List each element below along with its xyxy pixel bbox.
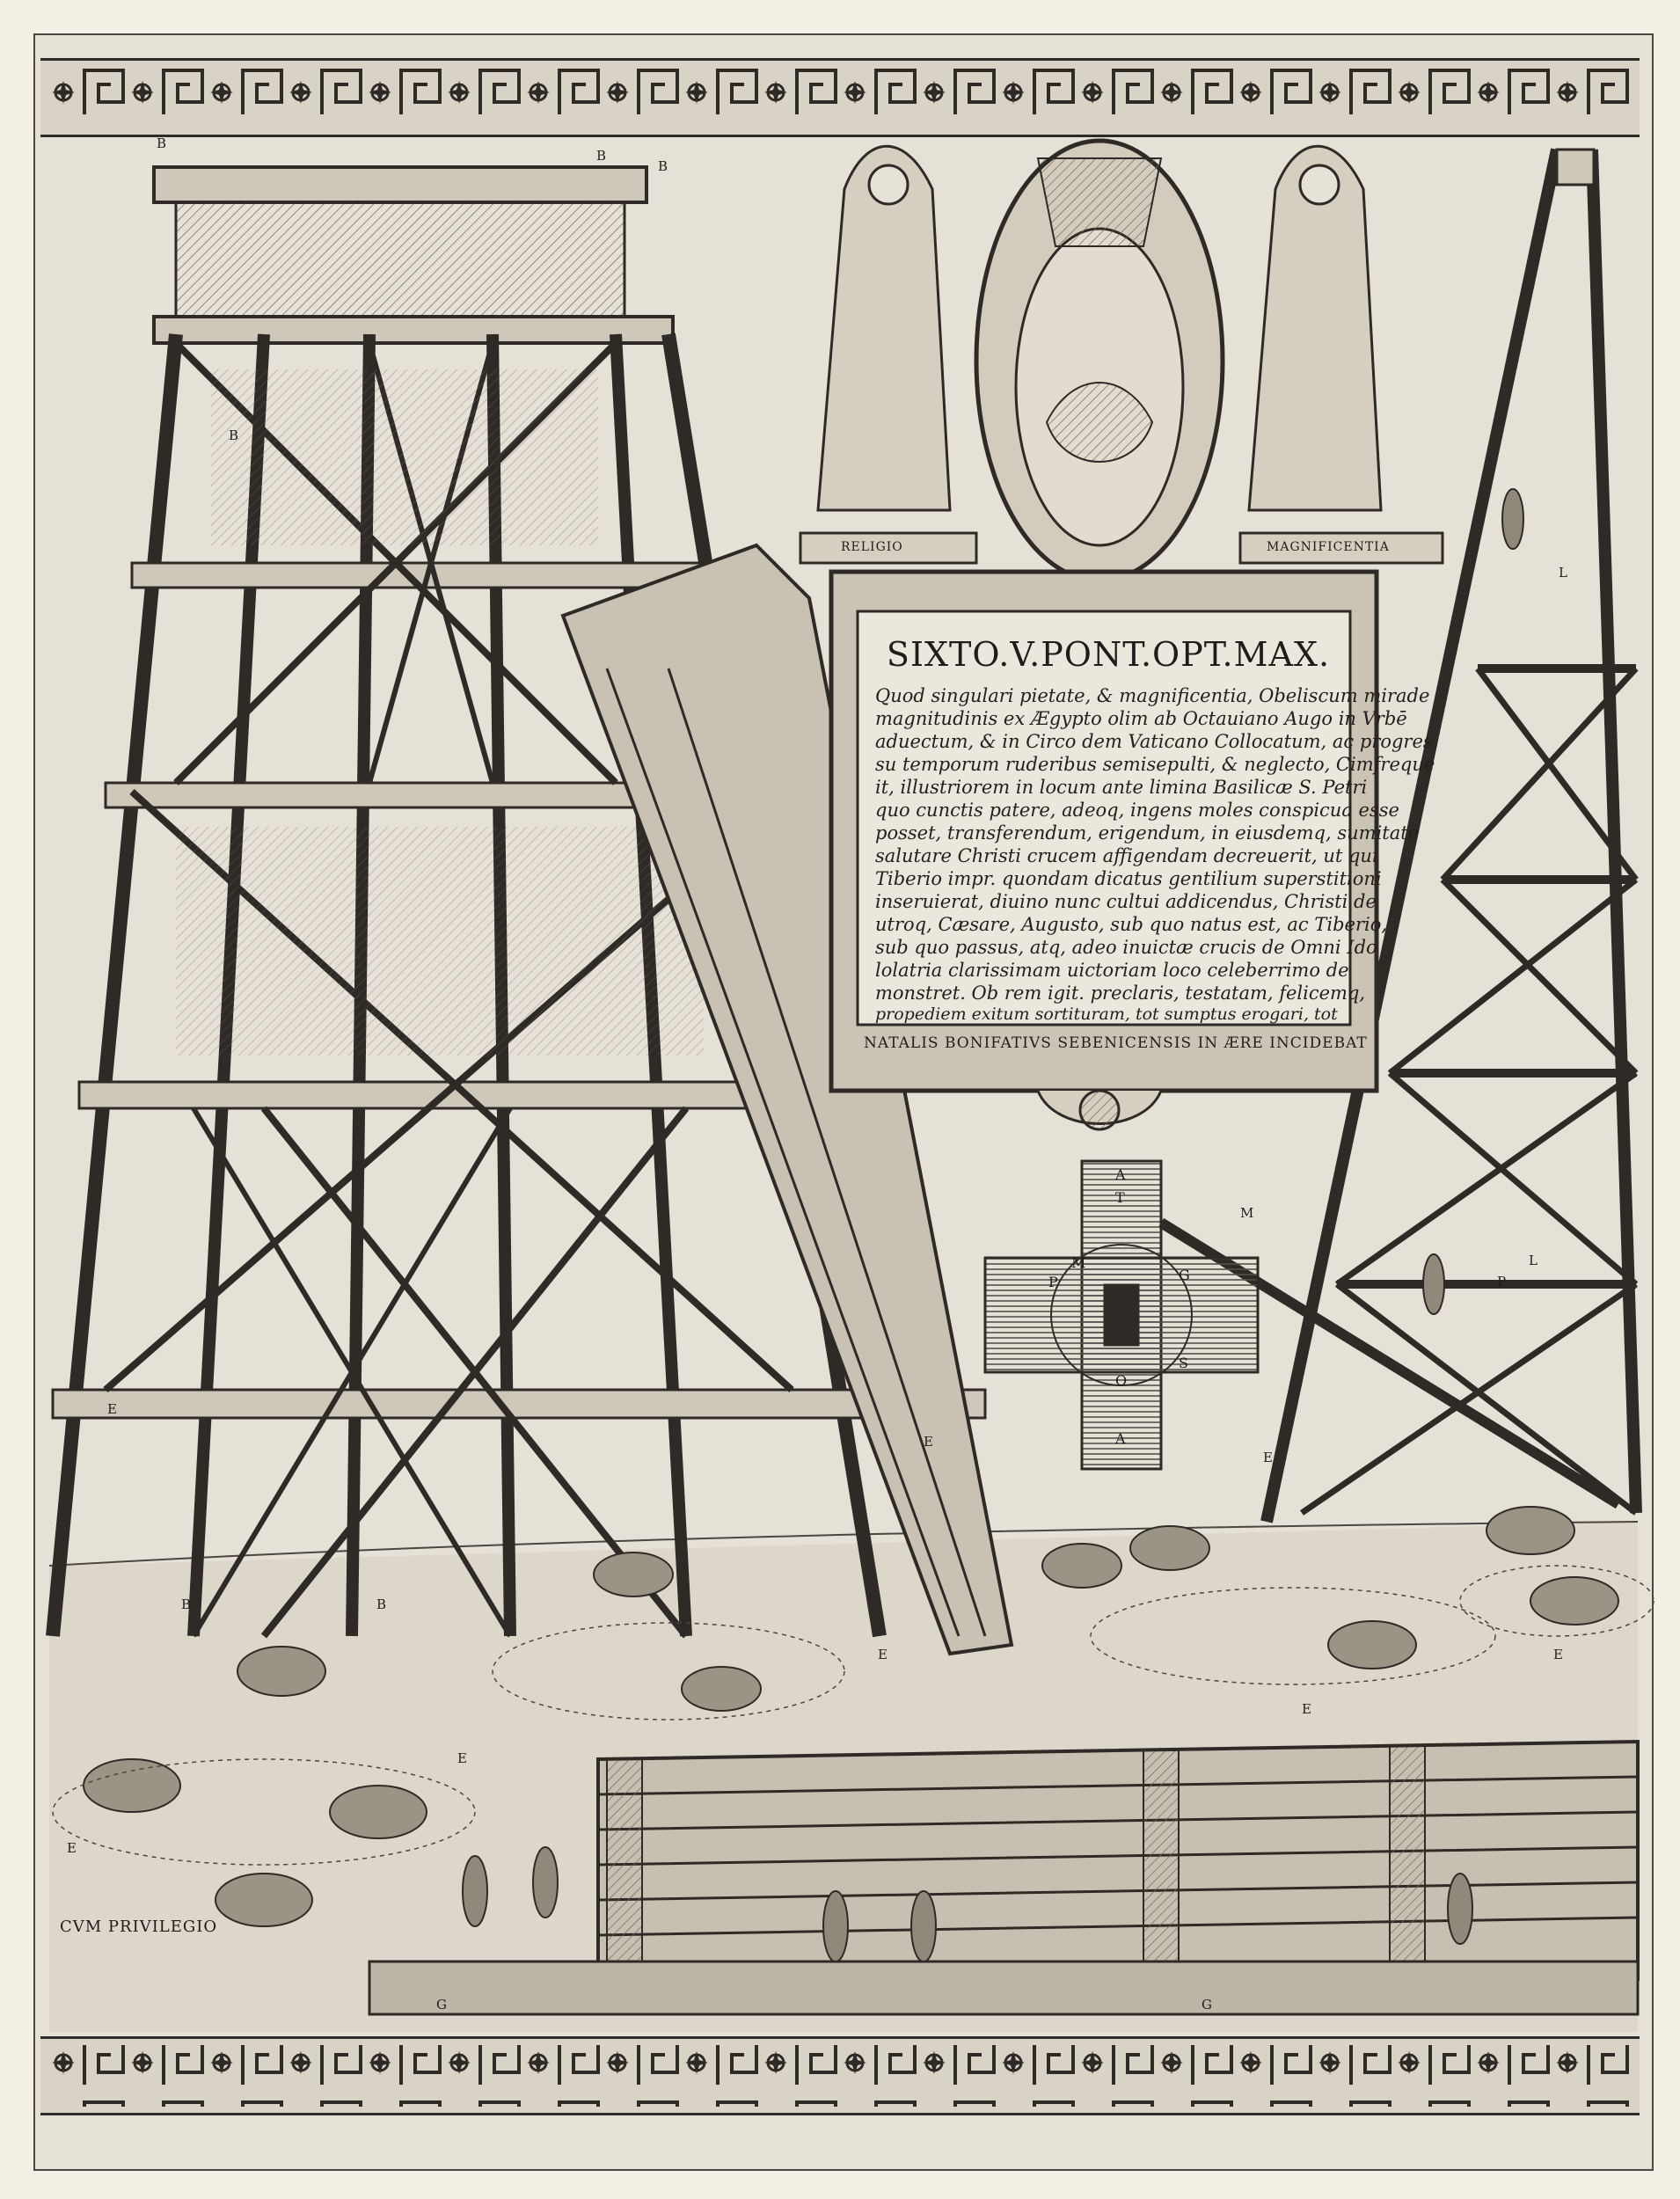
engraver-credit: NATALIS BONIFATIVS SEBENICENSIS IN ÆRE INCIDEBAT: [864, 1034, 1368, 1052]
inscription-title: SIXTO.V.PONT.OPT.MAX.: [886, 635, 1331, 674]
ground-plan-diagram: [985, 1161, 1258, 1469]
bottom-meander-ornament: [51, 2045, 1629, 2107]
inscription-line: Tiberio impr. quondam dicatus gentilium superstitioni: [875, 868, 1382, 889]
plan-letter: O: [1115, 1372, 1128, 1389]
inscription-line: su temporum ruderibus semisepulti, & neglecto, Cimfreque: [875, 754, 1435, 775]
key-letter: E: [67, 1840, 77, 1856]
plan-letter: T: [1115, 1189, 1125, 1206]
key-letter: B: [157, 135, 167, 151]
key-letter: B: [376, 1596, 387, 1612]
inscription-line: it, illustriorem in locum ante limina Basilicæ S. Petri: [875, 777, 1368, 798]
top-meander-ornament: [51, 67, 1629, 128]
key-letter: E: [924, 1434, 933, 1450]
religio-label: RELIGIO: [841, 540, 903, 554]
plan-letter-top: A: [1115, 1166, 1126, 1183]
plan-letter: S: [1179, 1355, 1188, 1371]
key-letter: B: [658, 158, 668, 174]
inscription-line: monstret. Ob rem igit. preclaris, testatam, felicemq,: [875, 983, 1366, 1004]
key-letter: B: [596, 148, 607, 164]
inscription-line: aduectum, & in Circo dem Vaticano Collocatum, ac progres: [875, 731, 1433, 752]
plan-letter: P: [1048, 1274, 1058, 1290]
key-letter: E: [1302, 1701, 1311, 1717]
inscription-line: propediem exitum sortituram, tot sumptus erogari, tot: [875, 1005, 1338, 1024]
plan-letter: G: [1179, 1267, 1190, 1283]
inscription-line: sub quo passus, atq, adeo inuictæ crucis de Omni Ido: [875, 937, 1377, 958]
inscription-line: magnitudinis ex Ægypto olim ab Octauiano Augo in Vrbē: [875, 708, 1407, 729]
privilege-mark: CVM PRIVILEGIO: [60, 1918, 218, 1936]
key-letter: G: [1202, 1997, 1212, 2013]
magnificentia-label: MAGNIFICENTIA: [1267, 540, 1390, 554]
key-letter: M: [1240, 1205, 1254, 1221]
plan-letter: M: [1071, 1254, 1086, 1271]
key-letter: E: [878, 1647, 887, 1662]
key-letter: P: [1497, 1274, 1507, 1289]
inscription-line: utroq, Cæsare, Augusto, sub quo natus est, ac Tiberio,: [875, 914, 1388, 935]
key-letter: B: [181, 1596, 192, 1612]
key-letter: L: [1559, 565, 1567, 581]
coat-of-arms-group: [818, 141, 1381, 581]
inscription-line: quo cunctis patere, adeoq, ingens moles conspicua esse: [875, 800, 1399, 821]
key-letter: E: [107, 1401, 117, 1417]
inscription-line: salutare Christi crucem affigendam decreuerit, ut qui: [875, 845, 1378, 866]
plan-letter-bottom: A: [1115, 1430, 1126, 1447]
key-letter: B: [229, 427, 239, 443]
inscription-line: inseruierat, diuino nunc cultui addicendus, Christi de: [875, 891, 1377, 912]
key-letter: G: [436, 1997, 447, 2013]
key-letter: L: [1529, 1253, 1538, 1268]
key-letter: E: [1553, 1647, 1563, 1662]
inscription-line: lolatria clarissimam uictoriam loco celeberrimo de: [875, 960, 1349, 981]
inscription-line: posset, transferendum, erigendum, in eiusdemq, sumitate: [875, 822, 1420, 844]
inscription-line: Quod singulari pietate, & magnificentia, Obeliscum mirade: [875, 685, 1430, 706]
key-letter: E: [1263, 1450, 1273, 1465]
key-letter: E: [457, 1750, 467, 1766]
